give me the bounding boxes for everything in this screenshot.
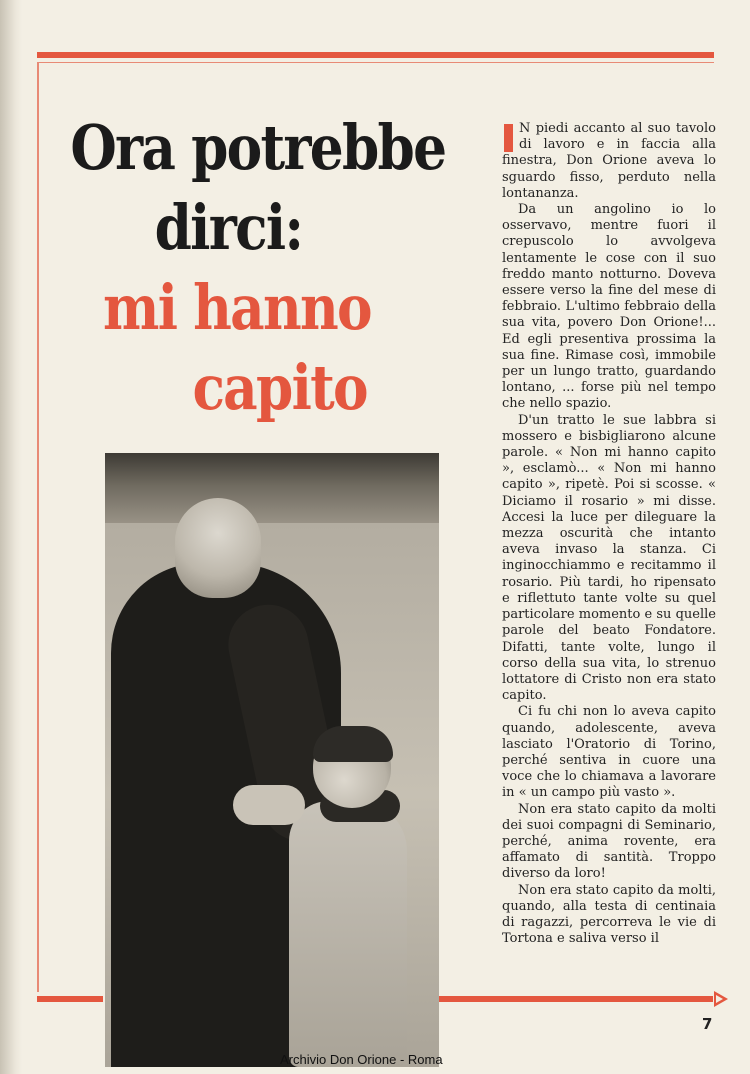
bottom-red-rule-right: [437, 996, 713, 1002]
article-paragraph-1: [502, 121, 716, 202]
article-paragraph-6: Non era stato capito da molti, quando, alla testa di centinaia di ragazzi, percorreva le vie di Tortona e saliva verso il: [502, 882, 716, 947]
headline-line-4: capito: [192, 351, 367, 424]
article-paragraph-2: Da un angolino io lo osservavo, mentre fuori il crepuscolo lo avvolgeva lentamente le cose con il suo freddo manto notturno. Doveva essere verso la fine del mese di febbraio. L'ultimo febbraio della sua vita, povero Don Orione!... Ed egli presentiva prossima la sua fine. Rimase così, immobile per un lungo tratto, guardando lontano, ... forse più nel tempo che nello spazio.: [502, 202, 716, 412]
dropcap-i: [504, 124, 513, 152]
top-thin-rule: [37, 62, 714, 63]
top-red-rule: [37, 52, 714, 58]
article-paragraph-1-text: N piedi accanto al suo tavolo di lavoro e in faccia alla finestra, Don Orione aveva lo sguardo fisso, perduto nella lontananza.: [502, 121, 716, 201]
article-paragraph-5: Non era stato capito da molti dei suoi compagni di Seminario, perché, anima rovente, era affamato di santità. Troppo diverso da loro!: [502, 801, 716, 882]
photo-background-trees: [105, 453, 439, 533]
article-headline: [60, 108, 446, 428]
photo-priest-hands: [233, 785, 305, 825]
photo-priest-head: [175, 498, 261, 598]
article-body: [502, 121, 716, 947]
article-paragraph-3: D'un tratto le sue labbra si mossero e bisbigliarono alcune parole. « Non mi hanno capito », esclamò... « Non mi hanno capito », ripetè. Poi si scosse. « Diciamo il rosario » mi disse. Accesi la luce per dileguare la mezza oscurità che intanto aveva invaso la stanza. Ci inginocchiammo e recitammo il rosario. Più tardi, ho ripensato e riflettuto tante volte su quel particolare momento e su quelle parole del beato Fondatore. Difatti, tante volte, lungo il corso della sua vita, lo strenuo lottatore di Cristo non era stato capito.: [502, 412, 716, 704]
article-photo: [105, 453, 439, 1067]
continue-arrow-inner: [716, 995, 723, 1003]
archive-credit: Archivio Don Orione - Roma: [280, 1052, 443, 1067]
headline-line-2: dirci:: [154, 191, 303, 264]
headline-line-1: Ora potrebbe: [70, 111, 446, 184]
article-paragraph-4: Ci fu chi non lo aveva capito quando, adolescente, aveva lasciato l'Oratorio di Torino, perché sentiva in cuore una voce che lo chiamava a lavorare in « un campo più vasto ».: [502, 704, 716, 801]
headline-line-3: mi hanno: [103, 271, 371, 344]
page-gutter-shadow: [0, 0, 22, 1074]
left-frame-rule: [37, 62, 39, 992]
photo-child-hair: [313, 726, 393, 762]
bottom-red-rule-left: [37, 996, 103, 1002]
page-number: 7: [702, 1015, 713, 1033]
photo-child-coat: [289, 801, 407, 1067]
